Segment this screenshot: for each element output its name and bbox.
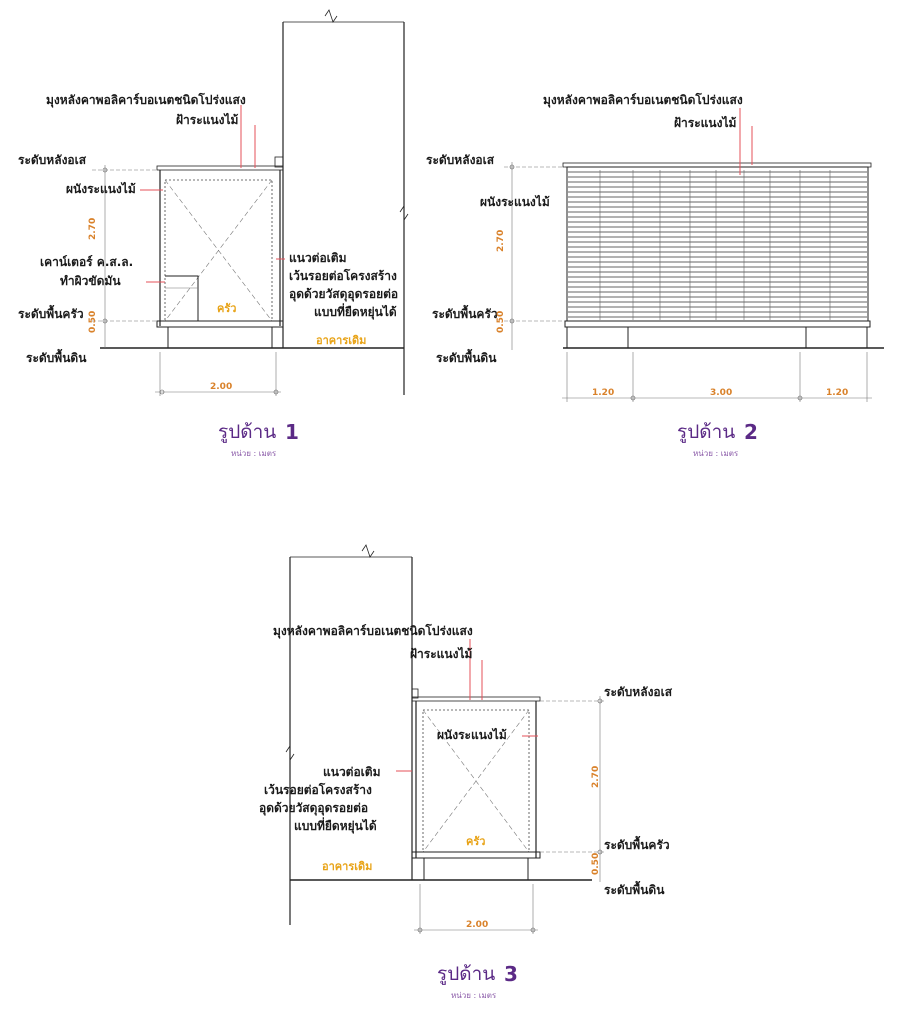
e2-dim-middle: 3.00	[710, 388, 733, 398]
e2-wood-louver-slats	[568, 170, 867, 320]
e3-joint-label-1: แนวต่อเติม	[323, 765, 381, 779]
e3-dim-base: 0.50	[591, 852, 601, 875]
e3-dim-height: 2.70	[591, 765, 601, 788]
e3-existing-label: อาคารเดิม	[322, 860, 373, 873]
e3-wall-label: ผนังระแนงไม้	[437, 728, 507, 742]
e3-joint-label-4: แบบที่ยืดหยุ่นได้	[294, 819, 377, 833]
e1-unit: หน่วย : เมตร	[231, 449, 277, 458]
e2-dim-left: 1.20	[592, 388, 615, 398]
e2-title-number: 2	[744, 420, 758, 444]
e3-joint-label-3: อุดด้วยวัสดุอุดรอยต่อ	[259, 801, 369, 815]
e1-ground-level-label: ระดับพื้นดิน	[26, 351, 87, 365]
e1-joint-label-1: แนวต่อเติม	[289, 251, 347, 265]
e1-counter-label-1: เคาน์เตอร์ ค.ส.ล.	[40, 255, 134, 269]
e2-dim-height: 2.70	[496, 229, 506, 252]
e2-ceiling-label: ฝ้าระแนงไม้	[674, 116, 737, 130]
e1-joint-label-3: อุดด้วยวัสดุอุดรอยต่อ	[289, 287, 399, 301]
e2-ground-level-label: ระดับพื้นดิน	[436, 351, 497, 365]
e2-kitchen-level-label: ระดับพื้นครัว	[432, 307, 498, 321]
e3-title: รูปด้าน	[437, 963, 496, 985]
e2-dim-base: 0.50	[496, 310, 506, 333]
e1-roof-label: มุงหลังคาพอลิคาร์บอเนตชนิดโปร่งแสง	[46, 93, 246, 107]
e1-room-label: ครัว	[217, 302, 237, 315]
e2-title: รูปด้าน	[677, 421, 736, 443]
e3-ceiling-label: ฝ้าระแนงไม้	[410, 647, 473, 661]
e1-wall-label: ผนังระแนงไม้	[66, 182, 136, 196]
e1-dim-width: 2.00	[210, 382, 233, 392]
e1-title: รูปด้าน	[218, 421, 277, 443]
e1-joint-label-4: แบบที่ยืดหยุ่นได้	[314, 305, 397, 319]
e2-dim-right: 1.20	[826, 388, 849, 398]
e1-post-level-label: ระดับหลังอเส	[18, 153, 87, 167]
elevation-3	[259, 545, 673, 1000]
e3-ground-level-label: ระดับพื้นดิน	[604, 883, 665, 897]
e1-title-number: 1	[285, 420, 299, 444]
e3-unit: หน่วย : เมตร	[451, 991, 497, 1000]
e1-ceiling-label: ฝ้าระแนงไม้	[176, 113, 239, 127]
e3-room-label: ครัว	[466, 835, 486, 848]
e1-counter-label-2: ทำผิวขัดมัน	[60, 274, 121, 288]
e3-kitchen-level-label: ระดับพื้นครัว	[604, 838, 670, 852]
elevation-2	[426, 92, 884, 458]
e3-dim-width: 2.00	[466, 920, 489, 930]
e1-kitchen-level-label: ระดับพื้นครัว	[18, 307, 84, 321]
e3-roof-label: มุงหลังคาพอลิคาร์บอเนตชนิดโปร่งแสง	[273, 624, 473, 638]
e2-wall-label: ผนังระแนงไม้	[480, 195, 550, 209]
e1-dim-height: 2.70	[88, 217, 98, 240]
e2-post-level-label: ระดับหลังอเส	[426, 153, 495, 167]
e1-joint-label-2: เว้นรอยต่อโครงสร้าง	[289, 269, 397, 283]
e1-dim-base: 0.50	[88, 310, 98, 333]
e2-roof-label: มุงหลังคาพอลิคาร์บอเนตชนิดโปร่งแสง	[543, 93, 743, 107]
e1-existing-label: อาคารเดิม	[316, 334, 367, 347]
elevation-1	[18, 10, 408, 458]
e3-post-level-label: ระดับหลังอเส	[604, 685, 673, 699]
e3-title-number: 3	[504, 962, 518, 986]
e2-unit: หน่วย : เมตร	[693, 449, 739, 458]
e3-joint-label-2: เว้นรอยต่อโครงสร้าง	[264, 783, 372, 797]
